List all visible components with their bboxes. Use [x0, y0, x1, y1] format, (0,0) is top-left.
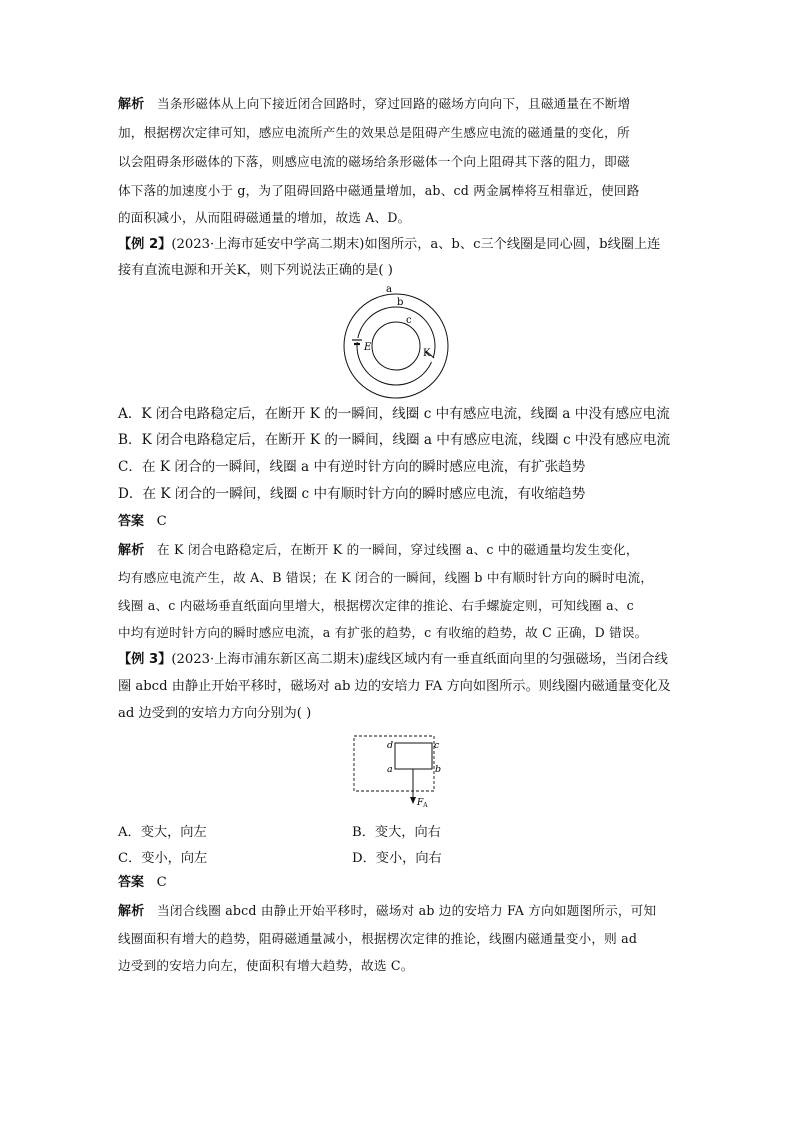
option-d: D．在 K 闭合的一瞬间，线圈 c 中有顺时针方向的瞬时感应电流，有收缩趋势: [118, 486, 586, 502]
answer-label: 答案: [118, 514, 145, 529]
example-tag: 【例 3】: [118, 652, 172, 667]
analysis-line: 以会阻碍条形磁体的下落，则感应电流的磁场给条形磁体一个向上阻碍其下落的阻力，即磁: [118, 154, 630, 169]
coil-in-field-figure: [353, 734, 443, 810]
question-line: 接有直流电源和开关K，则下列说法正确的是( ): [118, 263, 393, 278]
coil-abcd: [395, 743, 432, 769]
analysis-line: 均有感应电流产生，故 A、B 错误；在 K 闭合的一瞬间，线圈 b 中有顺时针方向的瞬时电流，: [118, 570, 654, 585]
option-c: C．变小，向左: [118, 851, 208, 866]
label-a: a: [387, 764, 393, 775]
analysis-line: 加，根据楞次定律可知，感应电流所产生的效果总是阻碍产生感应电流的磁通量的变化，所: [118, 125, 630, 140]
question-line: ad 边受到的安培力方向分别为( ): [118, 706, 312, 721]
analysis-line: [118, 902, 678, 921]
question-text: (2023·上海市延安中学高二期末)如图所示，a、b、c三个线圈是同心圆，b线圈上连: [171, 237, 661, 252]
label-fa: $F_A$: [417, 798, 428, 809]
label-k: K: [423, 348, 431, 359]
analysis-line: 体下落的加速度小于 g，为了阻碍回路中磁通量增加，ab、cd 两金属棒将互相靠近，使回路: [118, 183, 640, 198]
analysis-line: 边受到的安培力向左，使面积有增大趋势，故选 C。: [118, 958, 414, 973]
analysis-label: 解析: [118, 543, 145, 558]
analysis-text: 在 K 闭合电路稳定后，在断开 K 的一瞬间，穿过线圈 a、c 中的磁通量均发生变化，: [157, 542, 639, 557]
answer-line: [118, 874, 678, 892]
label-b: b: [435, 764, 442, 775]
label-c: c: [434, 740, 440, 751]
label-d: d: [387, 740, 394, 751]
coil-c: [372, 322, 420, 370]
answer-label: 答案: [118, 875, 145, 890]
label-c: c: [406, 315, 412, 326]
option-c: C．在 K 闭合的一瞬间，线圈 a 中有逆时针方向的瞬时感应电流，有扩张趋势: [118, 459, 586, 475]
option-a: A．变大，向左: [118, 825, 207, 840]
question-line: 圈 abcd 由静止开始平移时，磁场对 ab 边的安培力 FA 方向如图所示。则线圈内磁通量变化及: [118, 679, 671, 694]
coil-a: [344, 294, 448, 398]
analysis-line: [118, 541, 678, 560]
analysis-line: 中均有逆时针方向的瞬时感应电流，a 有扩张的趋势，c 有收缩的趋势，故 C 正确，D 错误。: [118, 625, 648, 640]
label-b: b: [397, 297, 404, 308]
force-arrowhead: [410, 797, 416, 804]
analysis-text: 当条形磁体从上向下接近闭合回路时，穿过回路的磁场方向向下，且磁通量在不断增: [157, 96, 631, 111]
question-line: [118, 236, 678, 254]
analysis-text: 当闭合线圈 abcd 由静止开始平移时，磁场对 ab 边的安培力 FA 方向如题图所示，可知: [157, 903, 657, 918]
analysis-label: 解析: [118, 904, 145, 919]
answer-line: [118, 513, 678, 531]
example-tag: 【例 2】: [118, 237, 172, 252]
analysis-line: 的面积减小，从而阻碍磁通量的增加，故选 A、D。: [118, 210, 411, 225]
answer-value: C: [156, 514, 167, 529]
option-b: B．K 闭合电路稳定后，在断开 K 的一瞬间，线圈 a 中有感应电流，线圈 c 中没有感应电流: [118, 432, 671, 448]
analysis-line: 线圈 a、c 内磁场垂直纸面向里增大，根据楞次定律的推论、右手螺旋定则，可知线圈 a、c: [118, 598, 634, 613]
analysis-line: [118, 95, 678, 114]
label-a: a: [386, 284, 392, 295]
answer-value: C: [156, 875, 167, 890]
analysis-label: 解析: [118, 97, 145, 112]
question-text: (2023·上海市浦东新区高二期末)虚线区域内有一垂直纸面向里的匀强磁场，当闭合线: [171, 652, 668, 667]
concentric-coils-figure: [340, 284, 452, 402]
option-b: B．变大，向右: [352, 825, 441, 840]
option-a: A．K 闭合电路稳定后，在断开 K 的一瞬间，线圈 c 中有感应电流，线圈 a 中没有感应电流: [118, 406, 670, 422]
label-e: E: [364, 342, 372, 353]
analysis-line: 线圈面积有增大的趋势，阻碍磁通量减小，根据楞次定律的推论，线圈内磁通量变小，则 ad: [118, 931, 638, 946]
question-line: [118, 651, 678, 669]
option-d: D．变小，向右: [352, 851, 442, 866]
